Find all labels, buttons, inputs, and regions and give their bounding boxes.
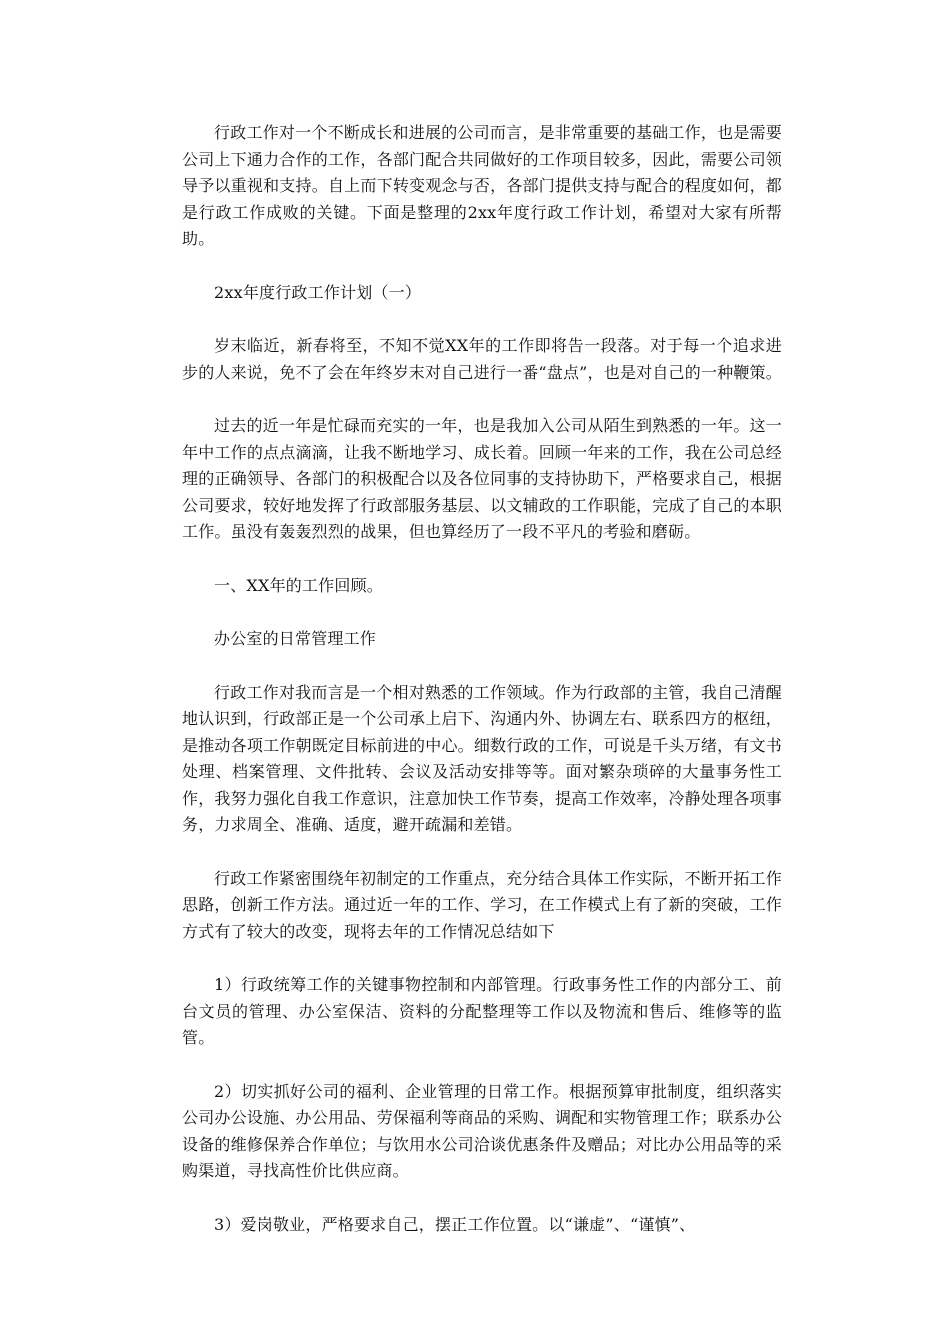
body-paragraph: 行政工作紧密围绕年初制定的工作重点，充分结合具体工作实际，不断开拓工作思路，创新工作方法。通过近一年的工作、学习，在工作模式上有了新的突破，工作方式有了较大的改变，现将去年的工作情况总结如下	[182, 868, 782, 941]
document-body	[182, 120, 782, 1265]
subsection-heading: 办公室的日常管理工作	[214, 629, 377, 648]
list-item: 2）切实抓好公司的福利、企业管理的日常工作。根据预算审批制度，组织落实公司办公设施、办公用品、劳保福利等商品的采购、调配和实物管理工作；联系办公设备的维修保养合作单位；与饮用水公司洽谈优惠条件及赠品；对比办公用品等的采购渠道，寻找高性价比供应商。	[182, 1081, 782, 1180]
list-item: 1）行政统筹工作的关键事物控制和内部管理。行政事务性工作的内部分工、前台文员的管理、办公室保洁、资料的分配整理等工作以及物流和售后、维修等的监管。	[182, 975, 782, 1047]
body-paragraph: 岁末临近，新春将至，不知不觉XX年的工作即将告一段落。对于每一个追求进步的人来说，免不了会在年终岁末对自己进行一番“盘点”，也是对自己的一种鞭策。	[182, 336, 782, 382]
body-paragraph: 过去的近一年是忙碌而充实的一年，也是我加入公司从陌生到熟悉的一年。这一年中工作的点点滴滴，让我不断地学习、成长着。回顾一年来的工作，我在公司总经理的正确领导、各部门的积极配合以及各位同事的支持协助下，严格要求自己，根据公司要求，较好地发挥了行政部服务基层、以文辅政的工作职能，完成了自己的本职工作。虽没有轰轰烈烈的战果，但也算经历了一段不平凡的考验和磨砺。	[182, 416, 782, 541]
intro-paragraph: 行政工作对一个不断成长和进展的公司而言，是非常重要的基础工作，也是需要公司上下通力合作的工作，各部门配合共同做好的工作项目较多，因此，需要公司领导予以重视和支持。自上而下转变观念与否，各部门提供支持与配合的程度如何，都是行政工作成败的关键。下面是整理的2xx年度行政工作计划，希望对大家有所帮助。	[182, 123, 782, 248]
body-paragraph: 行政工作对我而言是一个相对熟悉的工作领域。作为行政部的主管，我自己清醒地认识到，行政部正是一个公司承上启下、沟通内外、协调左右、联系四方的枢纽，是推动各项工作朝既定目标前进的中心。细数行政的工作，可说是千头万绪，有文书处理、档案管理、文件批转、会议及活动安排等等。面对繁杂琐碎的大量事务性工作，我努力强化自我工作意识，注意加快工作节奏，提高工作效率，冷静处理各项事务，力求周全、准确、适度，避开疏漏和差错。	[182, 682, 782, 834]
plan-title: 2xx年度行政工作计划（一）	[214, 282, 422, 302]
section-heading: 一、XX年的工作回顾。	[214, 575, 383, 595]
list-item: 3）爱岗敬业，严格要求自己，摆正工作位置。以“谦虚”、“谨慎”、	[214, 1214, 696, 1234]
